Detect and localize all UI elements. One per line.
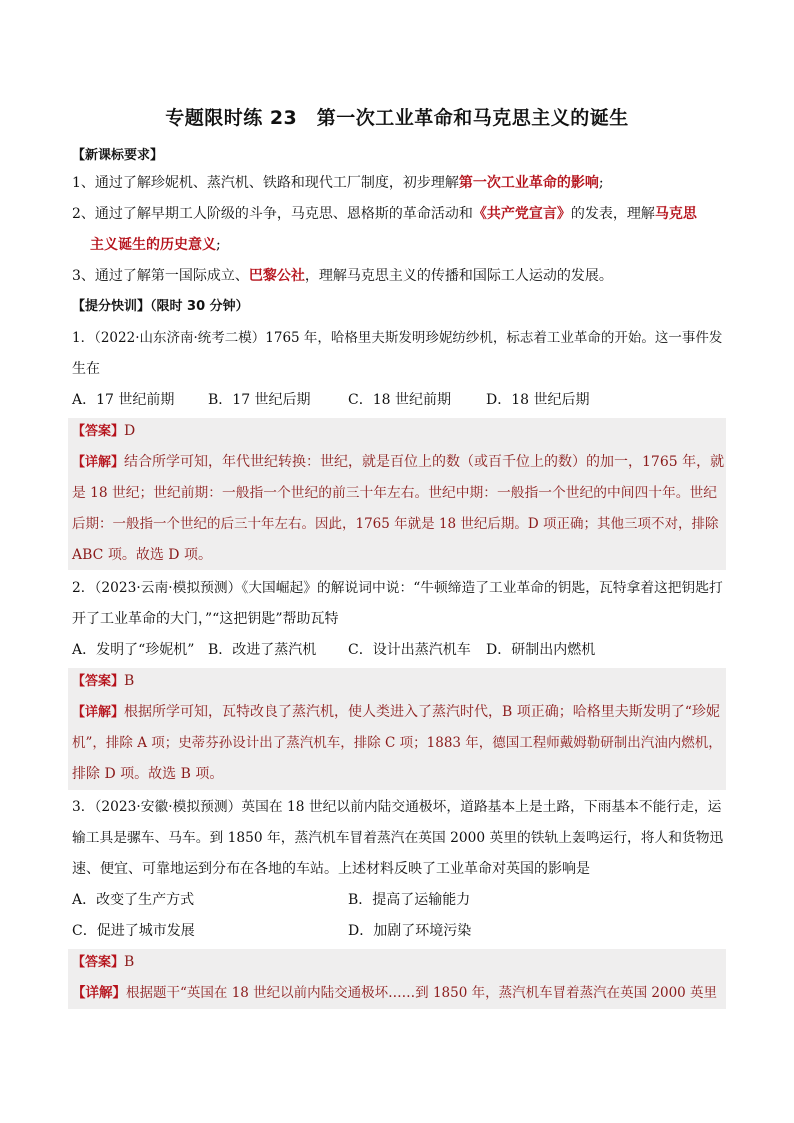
standard-item-1-end: ; xyxy=(598,175,604,191)
q2-answer xyxy=(72,671,724,692)
standard-item-3 xyxy=(72,266,724,286)
q2-detail-line-3: 排除 D 项。故选 B 项。 xyxy=(72,766,224,782)
standard-item-2-line-2 xyxy=(90,235,742,255)
standard-item-2-highlight-manifesto: 《共产党宣言》 xyxy=(472,206,571,222)
standard-item-1-text: 1、通过了解珍妮机、蒸汽机、铁路和现代工厂制度，初步理解 xyxy=(72,175,459,191)
standard-item-2-highlight-significance: 主义诞生的历史意义 xyxy=(90,237,216,253)
q3-option-d: D．加剧了环境污染 xyxy=(348,923,472,939)
q3-option-a: A．改变了生产方式 xyxy=(72,892,195,908)
q3-option-c: C．促进了城市发展 xyxy=(72,923,195,939)
page-title: 专题限时练 23 第一次工业革命和马克思主义的诞生 xyxy=(165,107,629,129)
q1-stem-line-2: 生在 xyxy=(72,361,100,377)
q1-answer xyxy=(72,421,724,442)
q3-stem-line-3: 速、便宜、可靠地运到分布在各地的车站。上述材料反映了工业革命对英国的影响是 xyxy=(72,861,590,877)
standard-item-1 xyxy=(72,173,724,193)
q1-detail-line-2: 是 18 世纪；世纪前期：一般指一个世纪的前三十年左右。世纪中期：一般指一个世纪的中间四十年。世纪 xyxy=(72,485,717,501)
q3-answer-tag: 【答案】 xyxy=(72,955,125,970)
q3-option-b: B．提高了运输能力 xyxy=(348,892,471,908)
q1-option-c: C．18 世纪前期 xyxy=(348,392,451,408)
q1-stem-line-1: 1．（2022·山东济南·统考二模）1765 年，哈格里夫斯发明珍妮纺纱机，标志着工业革命的开始。这一事件发 xyxy=(72,330,723,346)
q1-option-d: D．18 世纪后期 xyxy=(486,392,590,408)
q3-answer xyxy=(72,952,724,973)
standards-heading: 【新课标要求】 xyxy=(72,148,164,163)
q2-answer-tag: 【答案】 xyxy=(72,674,125,689)
q3-detail-text: 根据题干“英国在 18 世纪以前内陆交通极坏……到 1850 年，蒸汽机车冒着蒸汽在英国 2000 英里 xyxy=(126,985,718,1001)
q3-detail-line-1 xyxy=(72,983,724,1003)
standard-item-3-end: ，理解马克思主义的传播和国际工人运动的发展。 xyxy=(304,268,613,284)
q1-detail-line-4: ABC 项。故选 D 项。 xyxy=(72,547,212,563)
standard-item-1-highlight: 第一次工业革命的影响 xyxy=(458,175,599,191)
q3-detail-tag: 【详解】 xyxy=(72,985,126,1001)
q1-detail-line-3: 后期：一般指一个世纪的后三十年左右。因此，1765 年就是 18 世纪后期。D 项正确；其他三项不对，排除 xyxy=(72,516,719,532)
q2-option-c: C．设计出蒸汽机车 xyxy=(348,642,471,658)
drill-heading: 【提分快训】（限时 30 分钟） xyxy=(72,299,249,314)
standard-item-2-line-1 xyxy=(72,204,724,224)
q2-stem-line-1: 2．（2023·云南·模拟预测）《大国崛起》的解说词中说：“牛顿缔造了工业革命的钥匙，瓦特拿着这把钥匙打 xyxy=(72,580,723,596)
standard-item-2-end: ; xyxy=(216,237,221,253)
q2-stem-line-2: 开了工业革命的大门，”“这把钥匙”帮助瓦特 xyxy=(72,611,339,627)
standard-item-2-mid: 的发表，理解 xyxy=(570,206,655,222)
q2-detail-text: 根据所学可知，瓦特改良了蒸汽机，使人类进入了蒸汽时代，B 项正确；哈格里夫斯发明了“珍妮 xyxy=(124,704,720,720)
q2-answer-value: B xyxy=(124,673,135,689)
q1-detail-text: 结合所学可知，年代世纪转换：世纪，就是百位上的数（或百千位上的数）的加一，1765 年，就 xyxy=(124,454,725,470)
standard-item-2-highlight-marx: 马克思 xyxy=(654,206,697,222)
q3-stem-line-2: 输工具是骡车、马车。到 1850 年，蒸汽机车冒着蒸汽在英国 2000 英里的铁轨上轰鸣运行，将人和货物迅 xyxy=(72,830,724,846)
q2-detail-tag: 【详解】 xyxy=(72,705,125,720)
q2-detail-line-1 xyxy=(72,702,724,723)
standard-item-3-text: 3、通过了解第一国际成立、 xyxy=(72,268,249,284)
q3-stem-line-1: 3．（2023·安徽·模拟预测）英国在 18 世纪以前内陆交通极坏，道路基本上是土路，下雨基本不能行走，运 xyxy=(72,799,722,815)
q1-detail-line-1 xyxy=(72,452,724,473)
q1-answer-tag: 【答案】 xyxy=(72,424,125,439)
standard-item-2-text: 2、通过了解早期工人阶级的斗争，马克思、恩格斯的革命活动和 xyxy=(72,206,473,222)
q1-option-a: A．17 世纪前期 xyxy=(72,392,175,408)
standard-item-3-highlight: 巴黎公社 xyxy=(248,268,305,284)
q3-answer-value: B xyxy=(124,954,135,970)
q1-option-b: B．17 世纪后期 xyxy=(208,392,311,408)
q2-option-d: D．研制出内燃机 xyxy=(486,642,596,658)
q1-answer-value: D xyxy=(124,423,136,439)
q2-detail-line-2: 机”，排除 A 项；史蒂芬孙设计出了蒸汽机车，排除 C 项；1883 年，德国工程师戴姆勒研制出汽油内燃机， xyxy=(72,735,722,751)
q1-detail-tag: 【详解】 xyxy=(72,455,125,470)
q2-option-b: B．改进了蒸汽机 xyxy=(208,642,317,658)
q2-option-a: A．发明了“珍妮机” xyxy=(72,642,195,658)
